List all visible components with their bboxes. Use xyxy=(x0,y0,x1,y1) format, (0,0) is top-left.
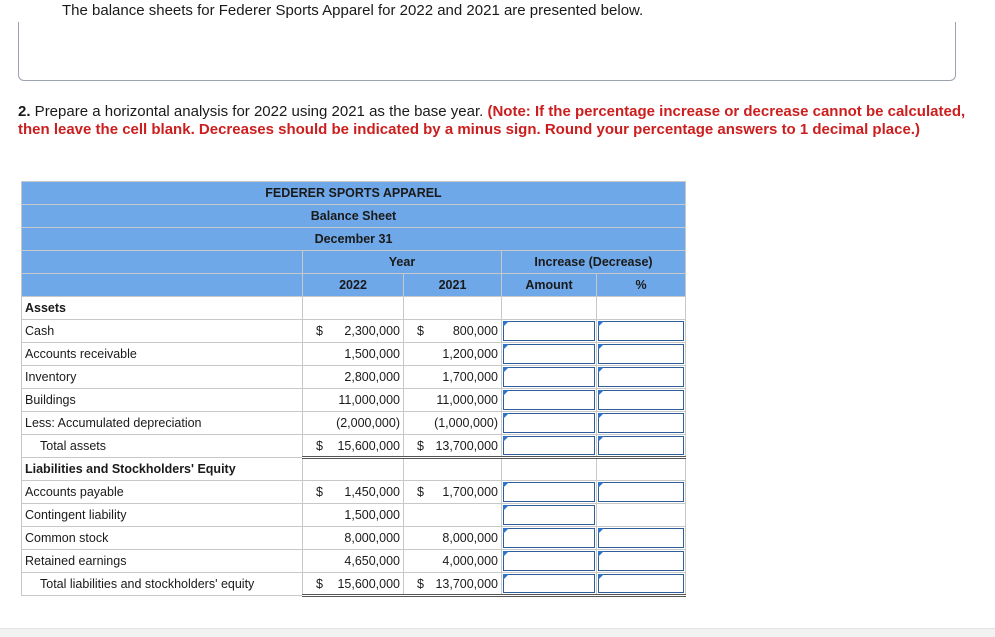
value-2022: 2,800,000 xyxy=(344,370,400,384)
value-2021: 4,000,000 xyxy=(442,554,498,568)
row-label: Buildings xyxy=(22,389,303,412)
percent-input[interactable] xyxy=(597,343,686,366)
table-row xyxy=(22,366,686,389)
value-2022: 1,500,000 xyxy=(344,508,400,522)
amount-input[interactable] xyxy=(502,435,597,458)
header-blank xyxy=(22,251,303,274)
value-2022: 4,650,000 xyxy=(344,554,400,568)
currency-symbol: $ xyxy=(316,485,323,499)
percent-input[interactable] xyxy=(597,435,686,458)
amount-input[interactable] xyxy=(502,573,597,596)
value-2021: (1,000,000) xyxy=(434,416,498,430)
row-label: Common stock xyxy=(22,527,303,550)
assets-section-title: Assets xyxy=(22,297,303,320)
currency-symbol: $ xyxy=(417,576,424,591)
value-2021: 13,700,000 xyxy=(435,576,498,591)
liabilities-section-title: Liabilities and Stockholders' Equity xyxy=(22,458,303,481)
statement-title: Balance Sheet xyxy=(22,205,686,228)
increase-decrease-header: Increase (Decrease) xyxy=(502,251,686,274)
value-2022: 15,600,000 xyxy=(337,576,400,591)
row-label: Total assets xyxy=(22,435,303,458)
intro-text: The balance sheets for Federer Sports Apparel for 2022 and 2021 are presented below. xyxy=(62,2,644,19)
value-2021: 800,000 xyxy=(452,324,498,338)
value-2022: 15,600,000 xyxy=(337,438,400,453)
value-2022: 8,000,000 xyxy=(344,531,400,545)
percent-input[interactable] xyxy=(597,550,686,573)
row-label: Contingent liability xyxy=(22,504,303,527)
amount-input[interactable] xyxy=(502,343,597,366)
table-row xyxy=(22,412,686,435)
value-2021: 13,700,000 xyxy=(435,438,498,453)
value-2021: 11,000,000 xyxy=(436,393,498,407)
percent-blank xyxy=(597,504,686,527)
balance-sheet-table xyxy=(21,181,686,597)
value-2022: 11,000,000 xyxy=(338,393,400,407)
company-name: FEDERER SPORTS APPAREL xyxy=(22,182,686,205)
amount-input[interactable] xyxy=(502,527,597,550)
value-2022: 1,450,000 xyxy=(344,485,400,499)
table-row xyxy=(22,527,686,550)
value-2022: 2,300,000 xyxy=(344,324,400,338)
percent-input[interactable] xyxy=(597,389,686,412)
table-row xyxy=(22,389,686,412)
percent-input[interactable] xyxy=(597,320,686,343)
value-2021: 1,700,000 xyxy=(442,485,498,499)
table-row xyxy=(22,504,686,527)
answer-panel xyxy=(18,22,956,81)
currency-symbol: $ xyxy=(316,576,323,591)
currency-symbol: $ xyxy=(417,485,424,499)
currency-symbol: $ xyxy=(417,438,424,453)
table-row xyxy=(22,320,686,343)
col-2022-header: 2022 xyxy=(303,274,404,297)
table-row xyxy=(22,573,686,596)
table-row xyxy=(22,550,686,573)
currency-symbol: $ xyxy=(316,324,323,338)
question-note: (Note: If the percentage increase or decrease cannot be calculated, then leave the cell blank. Decreases should be indicated by a minus sign. Round your percentage answers to 1 decimal place.) xyxy=(18,103,966,138)
statement-date: December 31 xyxy=(22,228,686,251)
row-label: Retained earnings xyxy=(22,550,303,573)
table-row xyxy=(22,343,686,366)
amount-input[interactable] xyxy=(502,550,597,573)
amount-header: Amount xyxy=(502,274,597,297)
percent-header: % xyxy=(597,274,686,297)
percent-input[interactable] xyxy=(597,527,686,550)
row-label: Inventory xyxy=(22,366,303,389)
value-2022: 1,500,000 xyxy=(344,347,400,361)
percent-input[interactable] xyxy=(597,481,686,504)
amount-input[interactable] xyxy=(502,504,597,527)
value-2021: 1,700,000 xyxy=(442,370,498,384)
header-blank xyxy=(22,274,303,297)
currency-symbol: $ xyxy=(417,324,424,338)
table-row xyxy=(22,435,686,458)
amount-input[interactable] xyxy=(502,389,597,412)
value-2021: 8,000,000 xyxy=(442,531,498,545)
table-row xyxy=(22,481,686,504)
col-2021-header: 2021 xyxy=(404,274,502,297)
percent-input[interactable] xyxy=(597,573,686,596)
currency-symbol: $ xyxy=(316,438,323,453)
amount-input[interactable] xyxy=(502,320,597,343)
row-label: Less: Accumulated depreciation xyxy=(22,412,303,435)
row-label: Total liabilities and stockholders' equity xyxy=(22,573,303,596)
question-number: 2. xyxy=(18,103,31,120)
amount-input[interactable] xyxy=(502,366,597,389)
amount-input[interactable] xyxy=(502,481,597,504)
percent-input[interactable] xyxy=(597,412,686,435)
question-body: Prepare a horizontal analysis for 2022 using 2021 as the base year. xyxy=(30,103,488,120)
question-text xyxy=(18,103,968,139)
value-2022: (2,000,000) xyxy=(336,416,400,430)
percent-input[interactable] xyxy=(597,366,686,389)
amount-input[interactable] xyxy=(502,412,597,435)
row-label: Accounts receivable xyxy=(22,343,303,366)
year-header: Year xyxy=(303,251,502,274)
value-2021: 1,200,000 xyxy=(442,347,498,361)
row-label: Cash xyxy=(22,320,303,343)
row-label: Accounts payable xyxy=(22,481,303,504)
